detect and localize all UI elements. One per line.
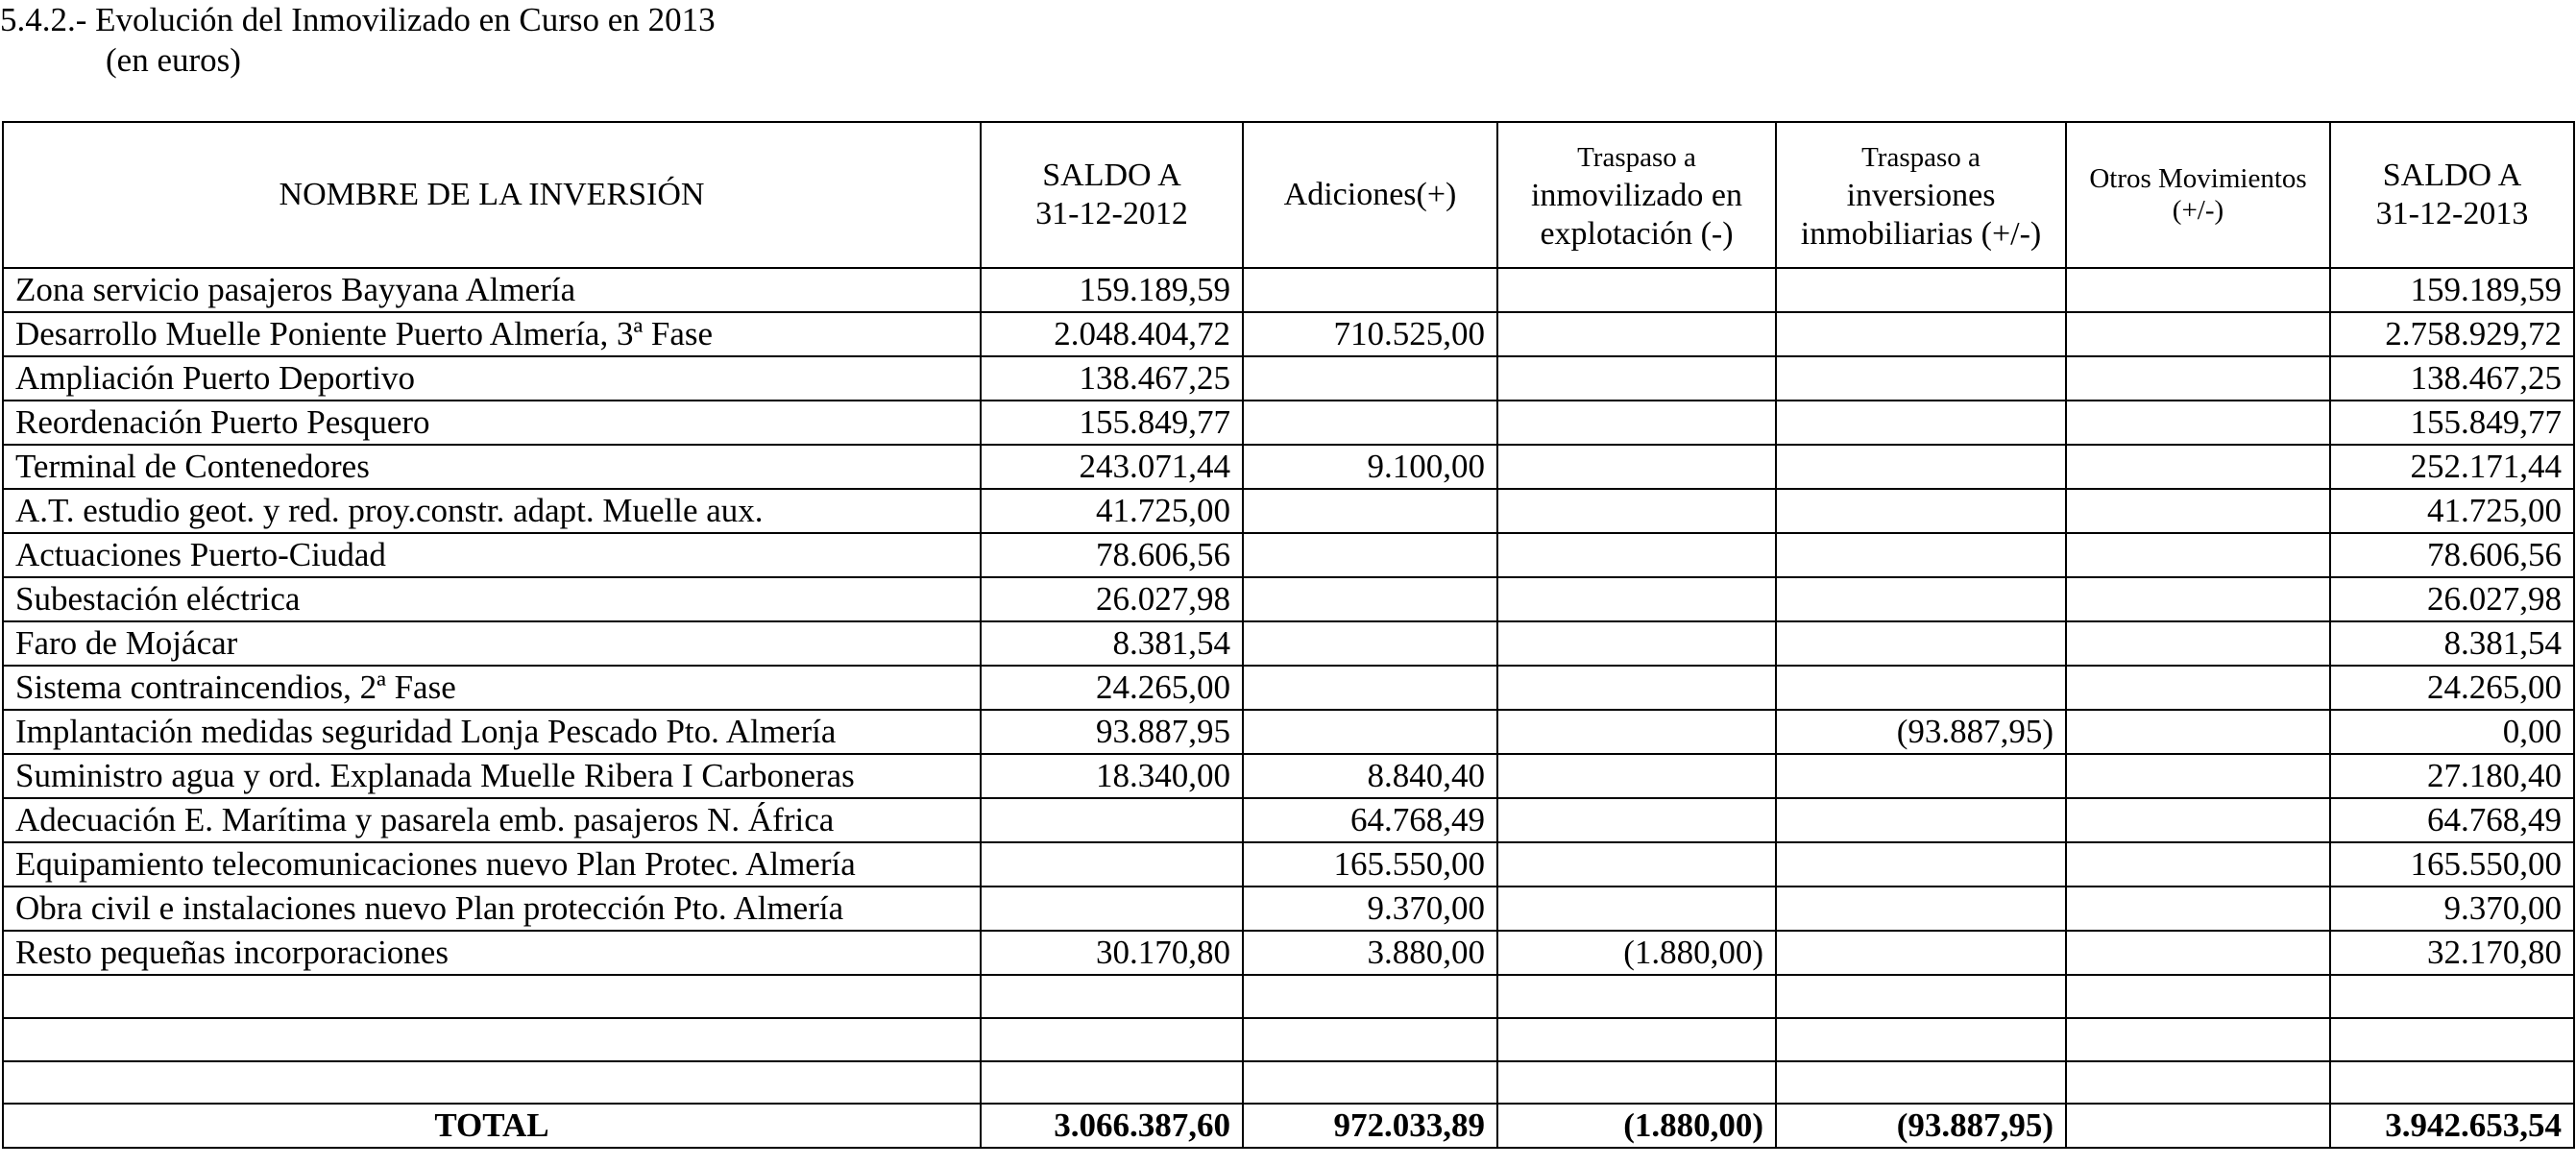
cell-saldo-2012 <box>981 887 1243 931</box>
cell-saldo-2012: 155.849,77 <box>981 401 1243 445</box>
cell-traspaso-inmobiliarias <box>1776 754 2066 798</box>
cell-saldo-2013 <box>2330 1018 2574 1061</box>
total-traspaso-inmobiliarias: (93.887,95) <box>1776 1104 2066 1148</box>
cell-saldo-2012 <box>981 1061 1243 1105</box>
table-row <box>3 1018 2574 1061</box>
cell-saldo-2012: 93.887,95 <box>981 710 1243 754</box>
table-row <box>3 489 2574 533</box>
cell-name: Obra civil e instalaciones nuevo Plan protección Pto. Almería <box>3 887 981 931</box>
cell-saldo-2013 <box>2330 1061 2574 1105</box>
total-label: TOTAL <box>3 1104 981 1148</box>
cell-saldo-2013: 78.606,56 <box>2330 533 2574 577</box>
cell-traspaso-explotacion: (1.880,00) <box>1497 931 1776 975</box>
cell-traspaso-explotacion <box>1497 1018 1776 1061</box>
cell-adiciones <box>1243 975 1497 1018</box>
table-row <box>3 312 2574 356</box>
cell-traspaso-inmobiliarias <box>1776 621 2066 666</box>
cell-adiciones <box>1243 268 1497 312</box>
cell-adiciones: 8.840,40 <box>1243 754 1497 798</box>
cell-name: Actuaciones Puerto-Ciudad <box>3 533 981 577</box>
cell-otros <box>2066 842 2330 887</box>
table-row <box>3 931 2574 975</box>
cell-traspaso-inmobiliarias <box>1776 445 2066 489</box>
cell-otros <box>2066 533 2330 577</box>
cell-otros <box>2066 1061 2330 1105</box>
cell-saldo-2012: 30.170,80 <box>981 931 1243 975</box>
investment-table <box>2 121 2575 1149</box>
cell-traspaso-explotacion <box>1497 798 1776 842</box>
cell-traspaso-explotacion <box>1497 577 1776 621</box>
header-traspaso-inmobiliarias: Traspaso a inversiones inmobiliarias (+/-) <box>1776 122 2066 268</box>
cell-traspaso-explotacion <box>1497 666 1776 710</box>
section-title: 5.4.2.- Evolución del Inmovilizado en Curso en 2013 <box>0 1 716 38</box>
cell-otros <box>2066 401 2330 445</box>
cell-name: Reordenación Puerto Pesquero <box>3 401 981 445</box>
cell-traspaso-explotacion <box>1497 754 1776 798</box>
table-row <box>3 710 2574 754</box>
cell-otros <box>2066 666 2330 710</box>
cell-saldo-2012: 18.340,00 <box>981 754 1243 798</box>
cell-traspaso-explotacion <box>1497 445 1776 489</box>
cell-traspaso-inmobiliarias: (93.887,95) <box>1776 710 2066 754</box>
cell-saldo-2012: 159.189,59 <box>981 268 1243 312</box>
cell-adiciones <box>1243 489 1497 533</box>
cell-traspaso-explotacion <box>1497 621 1776 666</box>
cell-name: Sistema contraincendios, 2ª Fase <box>3 666 981 710</box>
cell-saldo-2012: 26.027,98 <box>981 577 1243 621</box>
cell-saldo-2012: 24.265,00 <box>981 666 1243 710</box>
cell-adiciones <box>1243 710 1497 754</box>
cell-saldo-2012: 41.725,00 <box>981 489 1243 533</box>
header-otros-movimientos: Otros Movimientos (+/-) <box>2066 122 2330 268</box>
cell-otros <box>2066 621 2330 666</box>
cell-otros <box>2066 1018 2330 1061</box>
cell-adiciones <box>1243 1018 1497 1061</box>
cell-traspaso-inmobiliarias <box>1776 401 2066 445</box>
cell-traspaso-inmobiliarias <box>1776 1018 2066 1061</box>
section-heading <box>0 0 716 81</box>
cell-traspaso-inmobiliarias <box>1776 356 2066 401</box>
cell-otros <box>2066 975 2330 1018</box>
cell-adiciones: 64.768,49 <box>1243 798 1497 842</box>
cell-saldo-2013: 159.189,59 <box>2330 268 2574 312</box>
cell-otros <box>2066 312 2330 356</box>
cell-traspaso-explotacion <box>1497 842 1776 887</box>
cell-saldo-2012 <box>981 975 1243 1018</box>
cell-traspaso-inmobiliarias <box>1776 798 2066 842</box>
table-row <box>3 798 2574 842</box>
cell-name: Implantación medidas seguridad Lonja Pescado Pto. Almería <box>3 710 981 754</box>
cell-name <box>3 1061 981 1105</box>
cell-name: Suministro agua y ord. Explanada Muelle Ribera I Carboneras <box>3 754 981 798</box>
cell-name: Equipamiento telecomunicaciones nuevo Plan Protec. Almería <box>3 842 981 887</box>
cell-adiciones <box>1243 1061 1497 1105</box>
table-row <box>3 975 2574 1018</box>
cell-name: Ampliación Puerto Deportivo <box>3 356 981 401</box>
table-row <box>3 1061 2574 1105</box>
cell-name: Subestación eléctrica <box>3 577 981 621</box>
cell-traspaso-explotacion <box>1497 489 1776 533</box>
total-adiciones: 972.033,89 <box>1243 1104 1497 1148</box>
cell-traspaso-inmobiliarias <box>1776 577 2066 621</box>
table-row <box>3 401 2574 445</box>
cell-saldo-2013: 26.027,98 <box>2330 577 2574 621</box>
cell-saldo-2013: 165.550,00 <box>2330 842 2574 887</box>
cell-adiciones <box>1243 356 1497 401</box>
table-row <box>3 533 2574 577</box>
total-otros <box>2066 1104 2330 1148</box>
header-adiciones: Adiciones(+) <box>1243 122 1497 268</box>
header-saldo-2012: SALDO A 31-12-2012 <box>981 122 1243 268</box>
total-row <box>3 1104 2574 1148</box>
table-body <box>3 268 2574 1104</box>
cell-saldo-2013: 8.381,54 <box>2330 621 2574 666</box>
cell-saldo-2012 <box>981 1018 1243 1061</box>
cell-saldo-2012: 8.381,54 <box>981 621 1243 666</box>
table-row <box>3 621 2574 666</box>
cell-saldo-2012 <box>981 842 1243 887</box>
total-saldo-2012: 3.066.387,60 <box>981 1104 1243 1148</box>
header-traspaso-explotacion: Traspaso a inmovilizado en explotación (-) <box>1497 122 1776 268</box>
cell-saldo-2012: 243.071,44 <box>981 445 1243 489</box>
cell-traspaso-inmobiliarias <box>1776 887 2066 931</box>
cell-traspaso-explotacion <box>1497 887 1776 931</box>
cell-saldo-2012: 138.467,25 <box>981 356 1243 401</box>
cell-saldo-2012: 78.606,56 <box>981 533 1243 577</box>
cell-otros <box>2066 445 2330 489</box>
cell-adiciones: 9.100,00 <box>1243 445 1497 489</box>
cell-saldo-2013: 41.725,00 <box>2330 489 2574 533</box>
cell-name: Terminal de Contenedores <box>3 445 981 489</box>
cell-otros <box>2066 577 2330 621</box>
cell-adiciones: 165.550,00 <box>1243 842 1497 887</box>
header-name: NOMBRE DE LA INVERSIÓN <box>3 122 981 268</box>
cell-traspaso-inmobiliarias <box>1776 666 2066 710</box>
cell-saldo-2013: 64.768,49 <box>2330 798 2574 842</box>
cell-otros <box>2066 931 2330 975</box>
table-row <box>3 445 2574 489</box>
cell-saldo-2012 <box>981 798 1243 842</box>
cell-otros <box>2066 887 2330 931</box>
cell-name: Adecuación E. Marítima y pasarela emb. pasajeros N. África <box>3 798 981 842</box>
cell-adiciones <box>1243 577 1497 621</box>
cell-name: Faro de Mojácar <box>3 621 981 666</box>
cell-name <box>3 975 981 1018</box>
cell-otros <box>2066 798 2330 842</box>
cell-saldo-2013: 32.170,80 <box>2330 931 2574 975</box>
cell-traspaso-inmobiliarias <box>1776 533 2066 577</box>
table-row <box>3 577 2574 621</box>
table-row <box>3 268 2574 312</box>
cell-traspaso-explotacion <box>1497 710 1776 754</box>
cell-traspaso-explotacion <box>1497 975 1776 1018</box>
cell-traspaso-inmobiliarias <box>1776 931 2066 975</box>
cell-traspaso-inmobiliarias <box>1776 268 2066 312</box>
cell-otros <box>2066 489 2330 533</box>
cell-otros <box>2066 268 2330 312</box>
cell-traspaso-explotacion <box>1497 268 1776 312</box>
total-saldo-2013: 3.942.653,54 <box>2330 1104 2574 1148</box>
table-row <box>3 842 2574 887</box>
cell-traspaso-inmobiliarias <box>1776 975 2066 1018</box>
cell-adiciones: 9.370,00 <box>1243 887 1497 931</box>
cell-saldo-2013: 24.265,00 <box>2330 666 2574 710</box>
cell-saldo-2013: 138.467,25 <box>2330 356 2574 401</box>
cell-adiciones <box>1243 621 1497 666</box>
cell-otros <box>2066 710 2330 754</box>
header-saldo-2013: SALDO A 31-12-2013 <box>2330 122 2574 268</box>
cell-traspaso-explotacion <box>1497 312 1776 356</box>
cell-saldo-2012: 2.048.404,72 <box>981 312 1243 356</box>
cell-name: Desarrollo Muelle Poniente Puerto Almería, 3ª Fase <box>3 312 981 356</box>
cell-traspaso-explotacion <box>1497 356 1776 401</box>
cell-adiciones <box>1243 533 1497 577</box>
cell-name <box>3 1018 981 1061</box>
table-row <box>3 666 2574 710</box>
cell-traspaso-explotacion <box>1497 533 1776 577</box>
cell-name: Resto pequeñas incorporaciones <box>3 931 981 975</box>
cell-adiciones: 3.880,00 <box>1243 931 1497 975</box>
cell-traspaso-inmobiliarias <box>1776 489 2066 533</box>
cell-name: A.T. estudio geot. y red. proy.constr. adapt. Muelle aux. <box>3 489 981 533</box>
cell-saldo-2013: 27.180,40 <box>2330 754 2574 798</box>
cell-adiciones <box>1243 666 1497 710</box>
cell-otros <box>2066 356 2330 401</box>
cell-adiciones: 710.525,00 <box>1243 312 1497 356</box>
cell-saldo-2013: 0,00 <box>2330 710 2574 754</box>
cell-traspaso-inmobiliarias <box>1776 842 2066 887</box>
total-traspaso-explotacion: (1.880,00) <box>1497 1104 1776 1148</box>
cell-saldo-2013: 155.849,77 <box>2330 401 2574 445</box>
cell-saldo-2013: 252.171,44 <box>2330 445 2574 489</box>
cell-saldo-2013: 9.370,00 <box>2330 887 2574 931</box>
cell-traspaso-inmobiliarias <box>1776 312 2066 356</box>
cell-traspaso-inmobiliarias <box>1776 1061 2066 1105</box>
table-row <box>3 887 2574 931</box>
cell-otros <box>2066 754 2330 798</box>
cell-traspaso-explotacion <box>1497 401 1776 445</box>
header-row <box>3 122 2574 268</box>
cell-name: Zona servicio pasajeros Bayyana Almería <box>3 268 981 312</box>
cell-saldo-2013 <box>2330 975 2574 1018</box>
cell-traspaso-explotacion <box>1497 1061 1776 1105</box>
table-row <box>3 754 2574 798</box>
section-subtitle: (en euros) <box>106 41 241 79</box>
cell-saldo-2013: 2.758.929,72 <box>2330 312 2574 356</box>
cell-adiciones <box>1243 401 1497 445</box>
table-row <box>3 356 2574 401</box>
